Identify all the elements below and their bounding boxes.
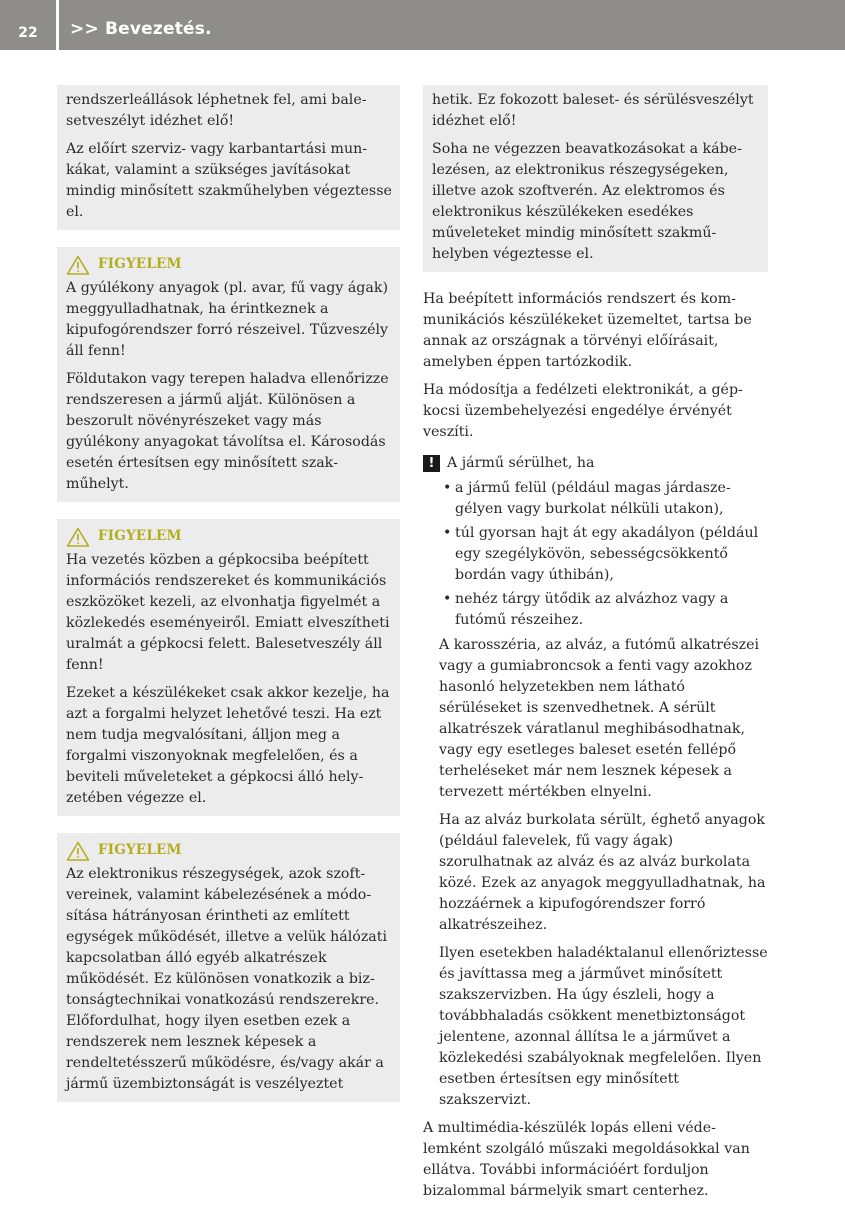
warning-header bbox=[66, 840, 392, 861]
warning-header bbox=[66, 526, 392, 547]
warning-box bbox=[57, 833, 400, 1102]
list-item: • a jármű felül (például magas járdaszegélyen vagy burkolat nélküli utakon), bbox=[443, 478, 768, 520]
left-column bbox=[57, 85, 400, 1119]
warning-triangle-icon bbox=[66, 527, 90, 547]
right-column bbox=[423, 85, 768, 1209]
warning-header bbox=[66, 254, 392, 275]
paragraph: Ha módosítja a fedélzeti elektronikát, a gépkocsi üzembehelyezési engedélye érvényét veszíti. bbox=[423, 382, 743, 440]
paragraph: Ezeket a készülékeket csak akkor kezelje, ha azt a forgalmi helyzet lehetővé teszi. Ha ezt nem tudja megvalósítani, álljon meg a forgalmi viszonyoknak megfelelően, és a beviteli műveleteket a gépkocsi álló helyzetében végezze el. bbox=[66, 685, 390, 806]
warning-label: FIGYELEM bbox=[98, 528, 182, 544]
list-item: • túl gyorsan hajt át egy akadályon (például egy szegélykövön, sebességcsökkentő bordán vagy úthibán), bbox=[443, 523, 768, 586]
warning-box bbox=[57, 519, 400, 816]
continued-warning-box bbox=[423, 85, 768, 272]
page-number: 22 bbox=[18, 25, 38, 41]
warning-label: FIGYELEM bbox=[98, 842, 182, 858]
exclamation-icon: ! bbox=[423, 455, 440, 472]
notice-header bbox=[423, 453, 768, 474]
list-item: • nehéz tárgy ütődik az alvázhoz vagy a futómű részeihez. bbox=[443, 589, 768, 631]
paragraph: Ilyen esetekben haladéktalanul ellenőriztesse és javíttassa meg a járművet minősített szakszervizben. Ha úgy észleli, hogy a továbbhaladás csökkent menetbiztonságot jelentene, azonnal állítsa le a járművet a közlekedési szabályoknak megfelelően. Ilyen esetben értesítsen egy minősített szakszervizt. bbox=[439, 945, 768, 1108]
notice-body bbox=[423, 635, 768, 1111]
paragraph: Ha az alváz burkolata sérült, éghető anyagok (például falevelek, fű vagy ágak) szorulhatnak az alváz és az alváz burkolata közé. Ezek az anyagok meggyulladhatnak, ha hozzáérnek a kipufogórendszer forró alkatrészeihez. bbox=[439, 812, 766, 933]
notice-heading: A jármű sérülhet, ha bbox=[447, 455, 595, 471]
paragraph: Ha vezetés közben a gépkocsiba beépített információs rendszereket és kommunikációs eszközöket kezeli, az elvonhatja figyelmét a közlekedés eseményeiről. Emiatt elveszítheti uralmát a gépkocsi felett. Balesetveszély áll fenn! bbox=[66, 552, 390, 673]
page-header bbox=[0, 0, 845, 50]
paragraph: Az előírt szerviz- vagy karbantartási munkákat, valamint a szükséges javításokat mindig minősített szakműhelyben végeztesse el. bbox=[66, 141, 392, 220]
warning-label: FIGYELEM bbox=[98, 256, 182, 272]
paragraph: Az elektronikus részegységek, azok szoftvereinek, valamint kábelezésének a módosítása hátrányosan érintheti az említett egységek működését, illetve a velük hálózati kapcsolatban álló egyéb alkatrészek működését. Ez különösen vonatkozik a biztonságtechnikai vonatkozású rendszerekre. Előfordulhat, hogy ilyen esetben ezek a rendszerek nem lesznek képesek a rendeltetésszerű működésre, és/vagy akár a jármű üzembiztonságát is veszélyeztet bbox=[66, 866, 387, 1092]
warning-box bbox=[57, 247, 400, 502]
continued-warning-box bbox=[57, 85, 400, 230]
closing-paragraph: A multimédia-készülék lopás elleni védelemként szolgáló műszaki megoldásokkal van ellátva. További információért forduljon bizalommal bármelyik smart centerhez. bbox=[423, 1120, 750, 1199]
paragraph: A gyúlékony anyagok (pl. avar, fű vagy ágak) meggyulladhatnak, ha érintkeznek a kipufogórendszer forró részeivel. Tűzveszély áll fenn! bbox=[66, 280, 389, 359]
paragraph: Soha ne végezzen beavatkozásokat a kábelezésen, az elektronikus részegységeken, illetve azok szoftverén. Az elektromos és elektronikus készülékeken esedékes műveleteket mindig minősített szakműhelyben végeztesse el. bbox=[432, 141, 742, 262]
notice-bullet-list bbox=[423, 478, 768, 631]
warning-triangle-icon bbox=[66, 255, 90, 275]
header-divider bbox=[56, 0, 59, 52]
paragraph: Ha beépített információs rendszert és kommunikációs készülékeket üzemeltet, tartsa be annak az országnak a törvényi előírásait, amelyben éppen tartózkodik. bbox=[423, 291, 752, 370]
warning-triangle-icon bbox=[66, 841, 90, 861]
paragraph: hetik. Ez fokozott baleset- és sérülésveszélyt idézhet elő! bbox=[432, 92, 754, 129]
paragraph: rendszerleállások léphetnek fel, ami balesetveszélyt idézhet elő! bbox=[66, 92, 367, 129]
paragraph: A karosszéria, az alváz, a futómű alkatrészei vagy a gumiabroncsok a fenti vagy azokhoz hasonló helyzetekben nem látható sérüléseket is szenvedhetnek. A sérült alkatrészek váratlanul meghibásodhatnak, vagy egy esetleges baleset esetén fellépő terheléseket már nem lesznek képesek a tervezett mértékben elnyelni. bbox=[439, 637, 760, 800]
paragraph: Földutakon vagy terepen haladva ellenőrizze rendszeresen a jármű alját. Különösen a beszorult növényrészeket vagy más gyúlékony anyagokat távolítsa el. Károsodás esetén értesítsen egy minősített szakműhelyt. bbox=[66, 371, 389, 492]
section-title: >> Bevezetés. bbox=[70, 19, 212, 39]
